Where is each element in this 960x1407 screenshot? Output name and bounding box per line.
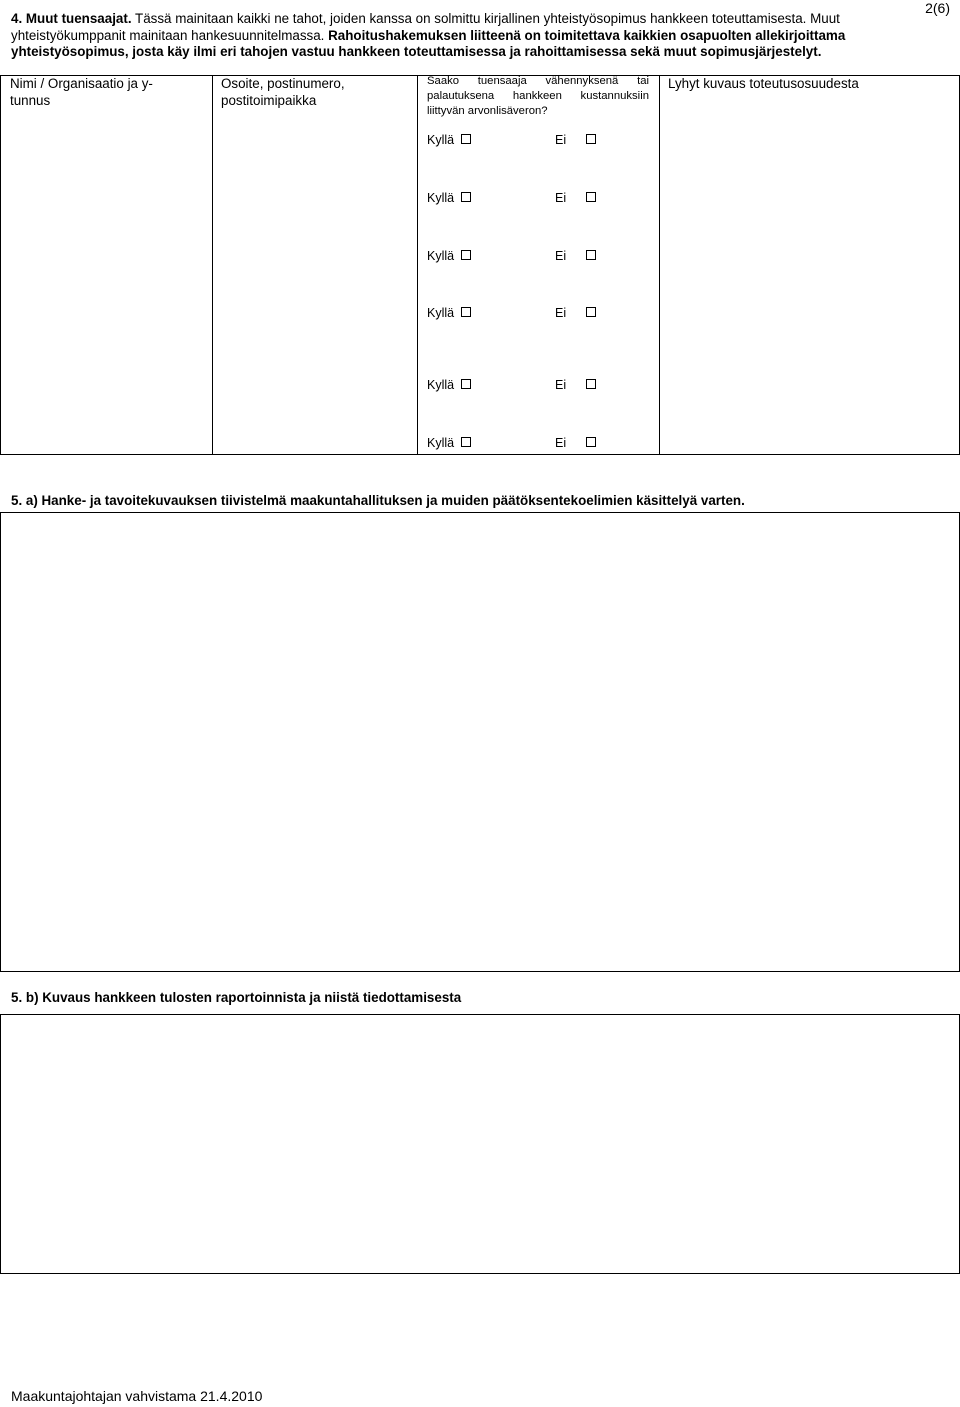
yes-checkbox[interactable] xyxy=(461,192,471,202)
section5a-textarea[interactable] xyxy=(0,512,960,972)
yes-label: Kyllä xyxy=(427,249,455,263)
vat-row xyxy=(427,190,607,206)
no-checkbox[interactable] xyxy=(586,250,596,260)
section5a-title: 5. a) Hanke- ja tavoitekuvauksen tiivistelmä maakuntahallituksen ja muiden päätöksentekoelimien käsittelyä varten. xyxy=(11,493,745,508)
vat-row xyxy=(427,132,607,148)
no-checkbox[interactable] xyxy=(586,379,596,389)
column-header-address: Osoite, postinumero, postitoimipaikka xyxy=(221,76,345,108)
table-divider xyxy=(417,75,418,455)
column-header-description: Lyhyt kuvaus toteutusosuudesta xyxy=(668,76,859,91)
no-label: Ei xyxy=(555,191,567,205)
yes-checkbox[interactable] xyxy=(461,379,471,389)
yes-label: Kyllä xyxy=(427,436,455,450)
yes-label: Kyllä xyxy=(427,191,455,205)
no-checkbox[interactable] xyxy=(586,192,596,202)
section5b-title: 5. b) Kuvaus hankkeen tulosten raportoinnista ja niistä tiedottamisesta xyxy=(11,990,462,1005)
vat-row xyxy=(427,305,607,321)
section5b-textarea[interactable] xyxy=(0,1014,960,1274)
yes-checkbox[interactable] xyxy=(461,134,471,144)
no-checkbox[interactable] xyxy=(586,307,596,317)
section4-intro xyxy=(11,11,951,61)
yes-checkbox[interactable] xyxy=(461,437,471,447)
vat-row xyxy=(427,377,607,393)
yes-checkbox[interactable] xyxy=(461,250,471,260)
no-label: Ei xyxy=(555,249,567,263)
no-checkbox[interactable] xyxy=(586,134,596,144)
no-label: Ei xyxy=(555,133,567,147)
section4-requirement: Rahoitushakemuksen liitteenä on toimitettava kaikkien osapuolten allekirjoittama yhteistyösopimus, josta käy ilmi eri tahojen vastuu hankkeen toteuttamisessa ja rahoittamisessa sekä muut sopimusjärjestelyt. xyxy=(11,27,846,59)
no-checkbox[interactable] xyxy=(586,437,596,447)
column-header-vat: Saako tuensaaja vähennyksenä tai palautuksena hankkeen kustannuksiin liittyvän arvonlisäveron? xyxy=(427,75,649,117)
footer-approval: Maakuntajohtajan vahvistama 21.4.2010 xyxy=(11,1388,263,1404)
no-label: Ei xyxy=(555,436,567,450)
table-divider xyxy=(212,75,213,455)
section4-title: 4. Muut tuensaajat. xyxy=(11,11,132,26)
yes-label: Kyllä xyxy=(427,378,455,392)
no-label: Ei xyxy=(555,378,567,392)
column-header-name: Nimi / Organisaatio ja y-tunnus xyxy=(10,76,153,108)
yes-label: Kyllä xyxy=(427,306,455,320)
table-divider xyxy=(659,75,660,455)
yes-label: Kyllä xyxy=(427,133,455,147)
vat-row xyxy=(427,435,607,451)
section4-text: Tässä mainitaan kaikki ne tahot, joiden kanssa on solmittu kirjallinen yhteistyösopimus hankkeen toteuttamisesta. Muut yhteistyökumppanit mainitaan hankesuunnitelmassa. xyxy=(11,11,840,43)
page-number: 2(6) xyxy=(925,0,950,16)
vat-row xyxy=(427,248,607,264)
no-label: Ei xyxy=(555,306,567,320)
yes-checkbox[interactable] xyxy=(461,307,471,317)
